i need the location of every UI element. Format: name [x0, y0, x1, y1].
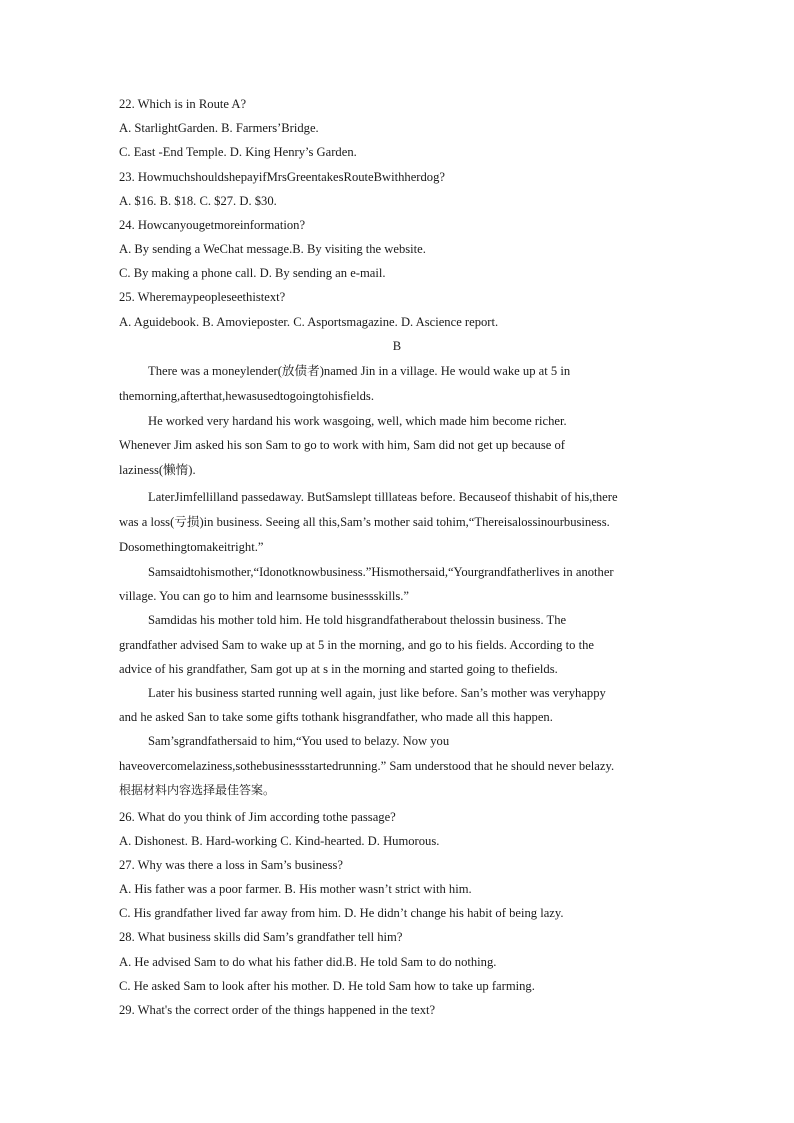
question-25: 25. Wheremaypeopleseethistext? — [119, 290, 286, 304]
passage-line: LaterJimfellilland passedaway. ButSamslept tilllateas before. Becauseof thishabit of his,there — [148, 490, 618, 504]
question-23: 23. HowmuchshouldshepayifMrsGreentakesRouteBwithherdog? — [119, 170, 445, 184]
passage-line: village. You can go to him and learnsome businessskills.” — [119, 589, 409, 603]
passage-line: advice of his grandfather, Sam got up at s in the morning and started going to thefields. — [119, 662, 558, 676]
passage-line: haveovercomelaziness,sothebusinessstartedrunning.” Sam understood that he should never belazy. — [119, 759, 615, 773]
question-29: 29. What's the correct order of the things happened in the text? — [119, 1003, 436, 1017]
options-24-cd: C. By making a phone call. D. By sending an e-mail. — [119, 266, 386, 280]
passage-line: themorning,afterthat,hewasusedtogoingtohisfields. — [119, 389, 374, 403]
question-26: 26. What do you think of Jim according tothe passage? — [119, 810, 396, 824]
instruction: 根据材料内容选择最佳答案。 — [119, 783, 276, 797]
passage-line: was a loss(亏损)in business. Seeing all this,Sam’s mother said tohim,“Thereisalossinourbusiness. — [119, 515, 610, 529]
passage-line: Dosomethingtomakeitright.” — [119, 540, 264, 554]
passage-line: Later his business started running well again, just like before. San’s mother was veryhappy — [148, 686, 606, 700]
passage-line: laziness(懒惰). — [119, 463, 196, 477]
options-22-cd: C. East -End Temple. D. King Henry’s Garden. — [119, 145, 357, 159]
question-28: 28. What business skills did Sam’s grandfather tell him? — [119, 930, 403, 944]
passage-line: and he asked San to take some gifts tothank hisgrandfather, who made all this happen. — [119, 710, 553, 724]
options-23: A. $16. B. $18. C. $27. D. $30. — [119, 194, 277, 208]
options-27-cd: C. His grandfather lived far away from him. D. He didn’t change his habit of being lazy. — [119, 906, 564, 920]
passage-line: Samdidas his mother told him. He told hisgrandfatherabout thelossin business. The — [148, 613, 567, 627]
passage-line: grandfather advised Sam to wake up at 5 in the morning, and go to his fields. According to the — [119, 638, 594, 652]
question-24: 24. Howcanyougetmoreinformation? — [119, 218, 306, 232]
passage-line: There was a moneylender(放债者)named Jin in a village. He would wake up at 5 in — [148, 364, 571, 378]
question-22: 22. Which is in Route A? — [119, 97, 247, 111]
section-heading-b: B — [392, 339, 402, 353]
passage-line: Sam’sgrandfathersaid to him,“You used to belazy. Now you — [148, 734, 450, 748]
passage-line: Whenever Jim asked his son Sam to go to work with him, Sam did not get up because of — [119, 438, 565, 452]
options-28-ab: A. He advised Sam to do what his father did.B. He told Sam to do nothing. — [119, 955, 497, 969]
options-26: A. Dishonest. B. Hard-working C. Kind-hearted. D. Humorous. — [119, 834, 440, 848]
options-27-ab: A. His father was a poor farmer. B. His mother wasn’t strict with him. — [119, 882, 472, 896]
options-22-ab: A. StarlightGarden. B. Farmers’Bridge. — [119, 121, 319, 135]
options-24-ab: A. By sending a WeChat message.B. By visiting the website. — [119, 242, 426, 256]
passage-line: He worked very hardand his work wasgoing, well, which made him become richer. — [148, 414, 567, 428]
options-25: A. Aguidebook. B. Amovieposter. C. Asportsmagazine. D. Ascience report. — [119, 315, 499, 329]
question-27: 27. Why was there a loss in Sam’s business? — [119, 858, 343, 872]
options-28-cd: C. He asked Sam to look after his mother. D. He told Sam how to take up farming. — [119, 979, 535, 993]
passage-line: Samsaidtohismother,“Idonotknowbusiness.”Hismothersaid,“Yourgrandfatherlives in another — [148, 565, 614, 579]
